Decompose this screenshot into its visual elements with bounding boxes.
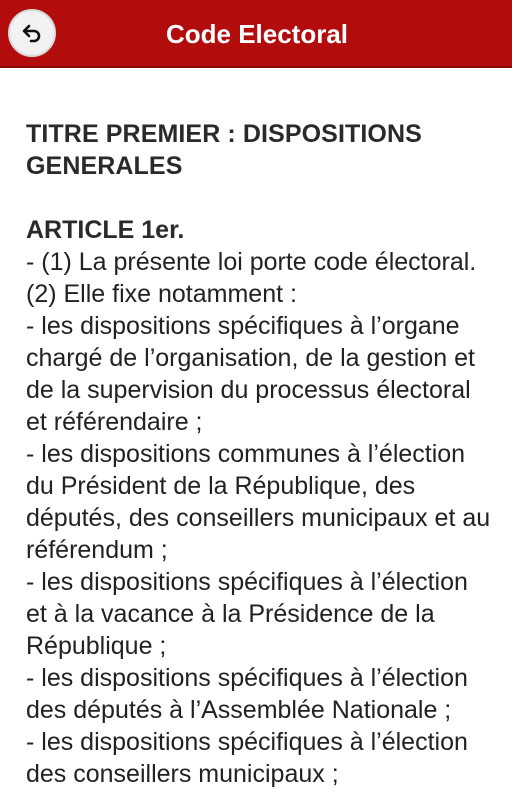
paragraph-1: - (1) La présente loi porte code électoral.	[26, 248, 477, 276]
paragraph-5: - les dispositions spécifiques à l’élection et à la vacance à la Présidence de la République ;	[26, 568, 468, 660]
paragraph-4: - les dispositions communes à l’élection du Président de la République, des députés, des conseillers municipaux et au référendum ;	[26, 440, 491, 564]
title-heading: TITRE PREMIER : DISPOSITIONS GENERALES	[26, 120, 422, 180]
paragraph-6: - les dispositions spécifiques à l’élection des députés à l’Assemblée Nationale ;	[26, 664, 468, 724]
page-title: Code Electoral	[165, 19, 349, 49]
app-header	[0, 0, 512, 68]
paragraph-7: - les dispositions spécifiques à l’élection des conseillers municipaux ;	[26, 728, 468, 788]
paragraph-2: (2) Elle fixe notamment :	[26, 280, 297, 308]
section-spacer	[26, 182, 492, 214]
document-content[interactable]	[26, 118, 492, 800]
article-heading: ARTICLE 1er.	[26, 216, 185, 244]
paragraph-3: - les dispositions spécifiques à l’organe chargé de l’organisation, de la gestion et de la supervision du processus électoral et référendaire ;	[26, 312, 475, 436]
